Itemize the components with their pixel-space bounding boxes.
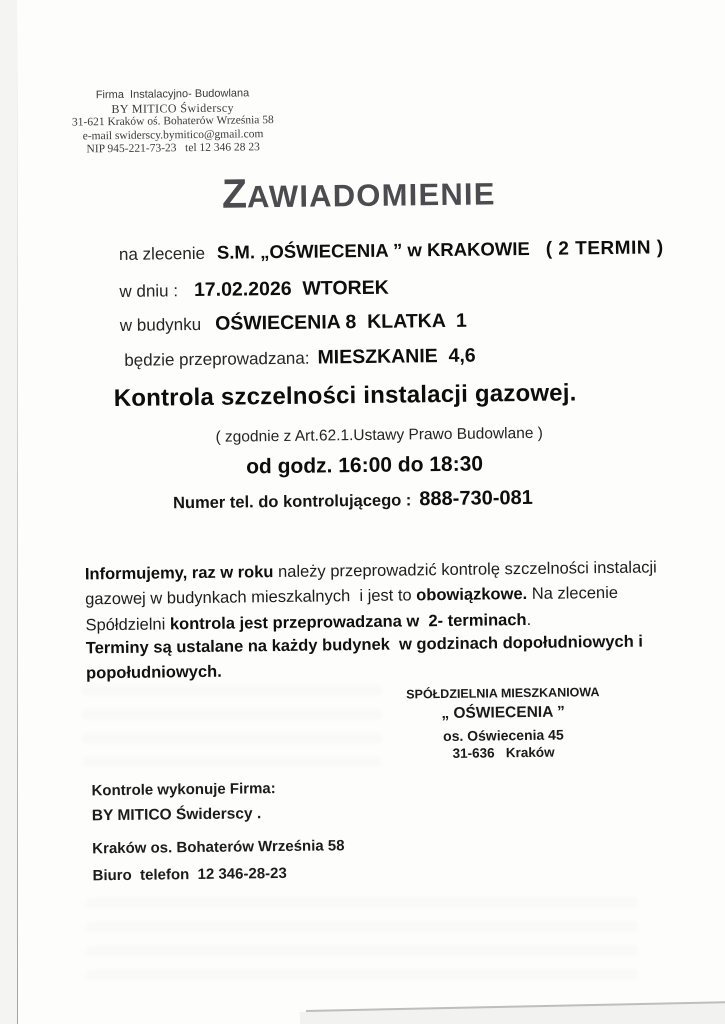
title-rest: AWIADOMIENIE: [246, 176, 496, 215]
date-label: w dniu :: [119, 281, 179, 301]
stamp-nip-phone: NIP 945-221-73-23 tel 12 346 28 23: [86, 141, 260, 156]
date-value: 17.02.2026 WTOREK: [193, 276, 389, 302]
stamp-company-type: Firma Instalacyjno- Budowlana: [95, 87, 250, 102]
stamp-email: e-mail swiderscy.bymitico@gmail.com: [82, 127, 264, 142]
stamp-address: 31-621 Kraków oś. Bohaterów Września 58: [71, 114, 274, 129]
cooperative-name-line2: „ OŚWIECENIA ”: [441, 703, 565, 723]
contractor-address: Kraków os. Bohaterów Września 58: [92, 837, 345, 858]
scope-value: MIESZKANIE 4,6: [317, 344, 476, 369]
info-bold-mandatory: obowiązkowe.: [416, 584, 528, 605]
contractor-name: BY MITICO Świderscy .: [91, 805, 262, 825]
scope-line: [124, 345, 476, 372]
phone-label: Numer tel. do kontrolującego :: [172, 491, 412, 513]
building-label: w budynku: [119, 314, 202, 335]
cooperative-name-line1: SPÓŁDZIELNIA MIESZKANIOWA: [406, 685, 600, 702]
page-title: [0, 168, 721, 218]
phone-number: 888-730-081: [419, 486, 533, 511]
terms-paragraph: Terminy są ustalane na każdy budynek w godzinach dopołudniowych i popołudniowych.: [85, 632, 648, 683]
contractor-heading: Kontrole wykonuje Firma:: [91, 780, 276, 800]
contractor-phone: Biuro telefon 12 346-28-23: [92, 864, 287, 885]
stamp-company-name: BY MITICO Świderscy: [111, 100, 235, 116]
legal-basis: ( zgodnie z Art.62.1.Ustawy Prawo Budowlane ): [215, 424, 543, 446]
info-bold-intro: Informujemy, raz w roku: [84, 562, 274, 583]
inspection-subject: Kontrola szczelności instalacji gazowej.: [113, 379, 577, 413]
client-name: S.M. „OŚWIECENIA ” w KRAKOWIE: [216, 237, 530, 263]
scope-label: będzie przeprowadzana:: [124, 348, 310, 370]
date-line: [119, 277, 389, 303]
building-line: [120, 310, 467, 337]
term-badge: ( 2 TERMIN ): [545, 237, 664, 260]
order-line: [119, 236, 664, 266]
title-initial: Z: [221, 170, 248, 217]
company-stamp: [65, 87, 281, 157]
inspection-hours: od godz. 16:00 do 18:30: [245, 452, 484, 479]
order-label: na zlecenie: [118, 243, 206, 264]
phone-line: [173, 487, 533, 514]
info-text-3: .: [526, 610, 532, 629]
cooperative-city: 31-636 Kraków: [452, 744, 555, 761]
building-value: OŚWIECENIA 8 KLATKA 1: [214, 309, 467, 335]
cooperative-address: os. Oświecenia 45: [442, 726, 564, 745]
cooperative-block: [400, 685, 606, 761]
info-paragraph: [85, 555, 664, 639]
info-bold-terms: kontrola jest przeprowadzana w 2- terminach: [169, 610, 527, 633]
info-text-1: należy przeprowadzić kontrolę szczelności instalacji gazowej w budynkach mieszkalnych i jest to: [85, 557, 662, 609]
info-text-2: Na zlecenie Spółdzielni: [85, 583, 623, 634]
